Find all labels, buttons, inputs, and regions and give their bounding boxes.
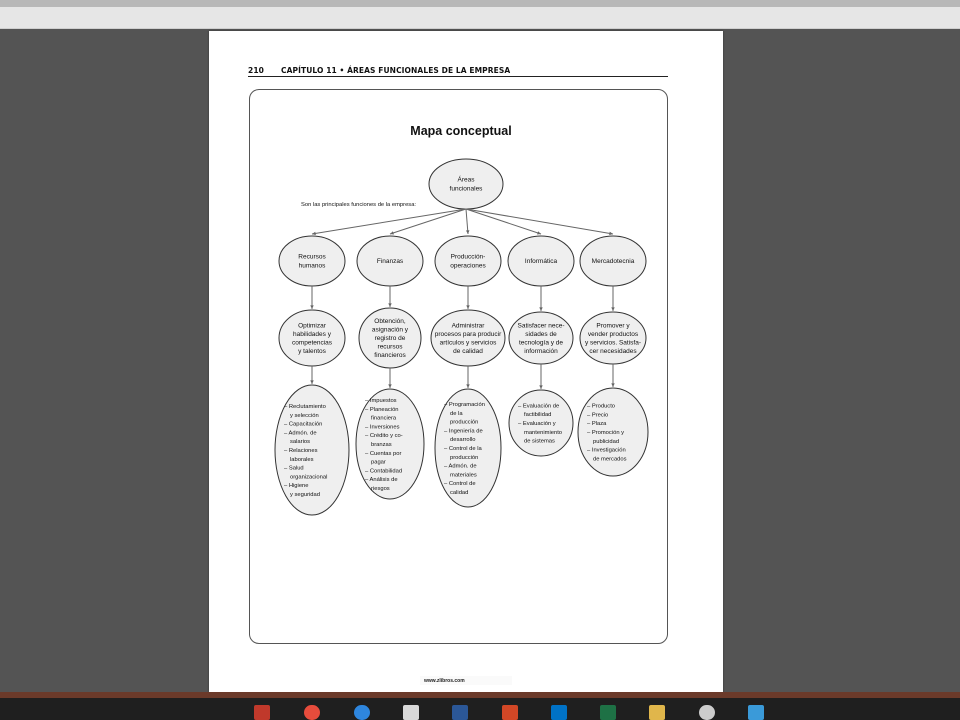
area-arrow-head bbox=[537, 231, 541, 234]
function-node-label: asignación y bbox=[371, 326, 409, 334]
chrome-taskbar-icon[interactable] bbox=[304, 705, 320, 720]
area-node-label: Finanzas bbox=[376, 258, 404, 265]
excel-taskbar-icon[interactable] bbox=[600, 705, 616, 720]
folder-taskbar-icon[interactable] bbox=[649, 705, 665, 720]
function-node-label: vender productos bbox=[587, 330, 639, 338]
details-item: – Contabilidad bbox=[365, 468, 403, 475]
function-node bbox=[580, 312, 646, 364]
function-arrow-head bbox=[310, 305, 313, 309]
details-arrow-head bbox=[388, 384, 391, 388]
details-item: de mercados bbox=[593, 456, 627, 463]
area-node-label: Producción- bbox=[450, 253, 486, 261]
function-node bbox=[509, 312, 573, 364]
area-arrow bbox=[312, 209, 466, 234]
function-node-label: artículos y servicios bbox=[439, 339, 497, 347]
area-node-label: humanos bbox=[298, 262, 326, 270]
function-arrow-head bbox=[539, 307, 542, 311]
connector-label: Son las principales funciones de la empresa: bbox=[301, 202, 417, 208]
area-arrow-head bbox=[390, 231, 394, 234]
function-node-label: y servicios. Satisfa- bbox=[585, 339, 641, 347]
details-arrow-head bbox=[466, 384, 469, 388]
details-item: – Relaciones bbox=[284, 448, 318, 454]
gear-taskbar-icon[interactable] bbox=[699, 705, 715, 720]
function-arrow-head bbox=[466, 305, 469, 309]
details-item: riesgos bbox=[371, 486, 390, 492]
function-node-label: Promover y bbox=[596, 322, 630, 330]
details-item: pagar bbox=[371, 459, 386, 466]
function-node-label: información bbox=[524, 347, 558, 355]
details-item: financiera bbox=[371, 415, 397, 422]
area-arrow bbox=[466, 209, 468, 234]
browser-taskbar-icon[interactable] bbox=[354, 705, 370, 720]
area-arrow bbox=[466, 209, 541, 234]
taskbar bbox=[0, 698, 960, 720]
function-node-label: habilidades y bbox=[293, 330, 331, 338]
window-top-bar bbox=[0, 0, 960, 7]
function-arrow-head bbox=[388, 303, 391, 307]
function-node-label: Satisfacer nece- bbox=[517, 322, 565, 330]
pdf-taskbar-icon[interactable] bbox=[403, 705, 419, 720]
details-item: – Investigación bbox=[587, 447, 626, 454]
function-node-label: Obtención, bbox=[374, 318, 406, 325]
details-item: – Análisis de bbox=[365, 477, 398, 484]
details-item: – Salud bbox=[284, 465, 304, 472]
root-node-label: Áreas bbox=[457, 176, 475, 184]
details-item: – Inversiones bbox=[365, 424, 400, 431]
area-node bbox=[435, 236, 501, 286]
details-item: – Producto bbox=[587, 403, 616, 410]
function-node-label: y talentos bbox=[298, 347, 326, 355]
function-node-label: tecnología y de bbox=[518, 339, 564, 347]
app-taskbar-icon[interactable] bbox=[748, 705, 764, 720]
details-item: de la bbox=[450, 410, 463, 417]
details-item: – Admón. de bbox=[284, 430, 317, 437]
concept-map bbox=[209, 31, 723, 692]
page-number: 210 bbox=[248, 66, 264, 75]
details-item: – Control de la bbox=[444, 446, 482, 452]
function-node-label: financieros bbox=[374, 352, 406, 359]
area-node bbox=[279, 236, 345, 286]
details-item: – Evaluación y bbox=[518, 421, 556, 427]
details-arrow-head bbox=[611, 383, 614, 387]
details-item: – Impuestos bbox=[365, 398, 397, 404]
area-node-label: Recursos bbox=[298, 253, 326, 261]
root-node bbox=[429, 159, 503, 209]
details-item: mantenimiento bbox=[524, 429, 563, 436]
details-item: – Crédito y co- bbox=[365, 433, 403, 440]
details-item: branzas bbox=[371, 442, 392, 448]
details-item: factibilidad bbox=[524, 412, 552, 419]
details-item: calidad bbox=[450, 490, 469, 496]
function-node-label: procesos para producir bbox=[434, 330, 502, 338]
function-node-label: Optimizar bbox=[298, 322, 326, 330]
function-node-label: sidades de bbox=[525, 330, 557, 338]
area-arrow bbox=[466, 209, 613, 234]
details-item: laborales bbox=[290, 456, 314, 463]
details-item: – Reclutamiento bbox=[284, 404, 326, 410]
footer-url: www.zlibros.com bbox=[420, 676, 512, 685]
details-item: organizacional bbox=[290, 474, 328, 481]
details-item: – Cuentas por bbox=[365, 450, 402, 457]
details-item: y selección bbox=[290, 412, 319, 419]
viewer-toolbar bbox=[0, 7, 960, 29]
powerpoint-taskbar-icon[interactable] bbox=[502, 705, 518, 720]
details-item: materiales bbox=[450, 472, 477, 479]
function-arrow-head bbox=[611, 307, 614, 311]
details-item: – Capacitación bbox=[284, 421, 323, 428]
details-item: desarrollo bbox=[450, 437, 476, 444]
document-page bbox=[209, 31, 723, 692]
details-item: – Ingeniería de bbox=[444, 428, 483, 435]
map-title: Mapa conceptual bbox=[410, 124, 512, 138]
details-item: – Precio bbox=[587, 412, 609, 419]
area-node-label: Mercadotecnia bbox=[591, 258, 635, 265]
details-item: – Evaluación de bbox=[518, 403, 560, 410]
function-node-label: registro de bbox=[374, 335, 406, 342]
outlook-taskbar-icon[interactable] bbox=[551, 705, 567, 720]
details-item: producción bbox=[450, 419, 479, 426]
function-node-label: cer necesidades bbox=[589, 347, 637, 355]
root-node-label: funcionales bbox=[449, 185, 483, 193]
word-taskbar-icon[interactable] bbox=[452, 705, 468, 720]
function-node-label: de calidad bbox=[453, 347, 483, 355]
details-item: – Admón. de bbox=[444, 463, 477, 470]
function-node bbox=[279, 310, 345, 366]
function-node-label: competencias bbox=[291, 339, 333, 347]
details-item: – Higiene bbox=[284, 483, 309, 490]
details-item: – Programación bbox=[444, 402, 485, 408]
details-item: – Planeación bbox=[365, 406, 399, 413]
function-node bbox=[431, 310, 505, 366]
details-item: producción bbox=[450, 454, 479, 461]
area-node-label: operaciones bbox=[450, 262, 486, 270]
area-arrow bbox=[390, 209, 466, 234]
details-item: – Plaza bbox=[587, 421, 607, 428]
gmail-taskbar-icon[interactable] bbox=[254, 705, 270, 720]
area-node-label: Informática bbox=[524, 258, 558, 265]
details-arrow-head bbox=[310, 380, 313, 384]
details-item: y seguridad bbox=[290, 492, 320, 498]
function-node-label: Administrar bbox=[451, 322, 485, 330]
details-item: publicidad bbox=[593, 438, 620, 445]
area-arrow-head bbox=[466, 230, 469, 234]
details-item: de sistemas bbox=[524, 438, 555, 445]
details-item: – Control de bbox=[444, 481, 476, 488]
function-node-label: recursos bbox=[377, 343, 403, 351]
chapter-title: CAPÍTULO 11 • ÁREAS FUNCIONALES DE LA EMPRESA bbox=[281, 66, 511, 75]
details-item: salarios bbox=[290, 439, 310, 446]
details-arrow-head bbox=[539, 385, 542, 389]
details-item: – Promoción y bbox=[587, 430, 625, 436]
